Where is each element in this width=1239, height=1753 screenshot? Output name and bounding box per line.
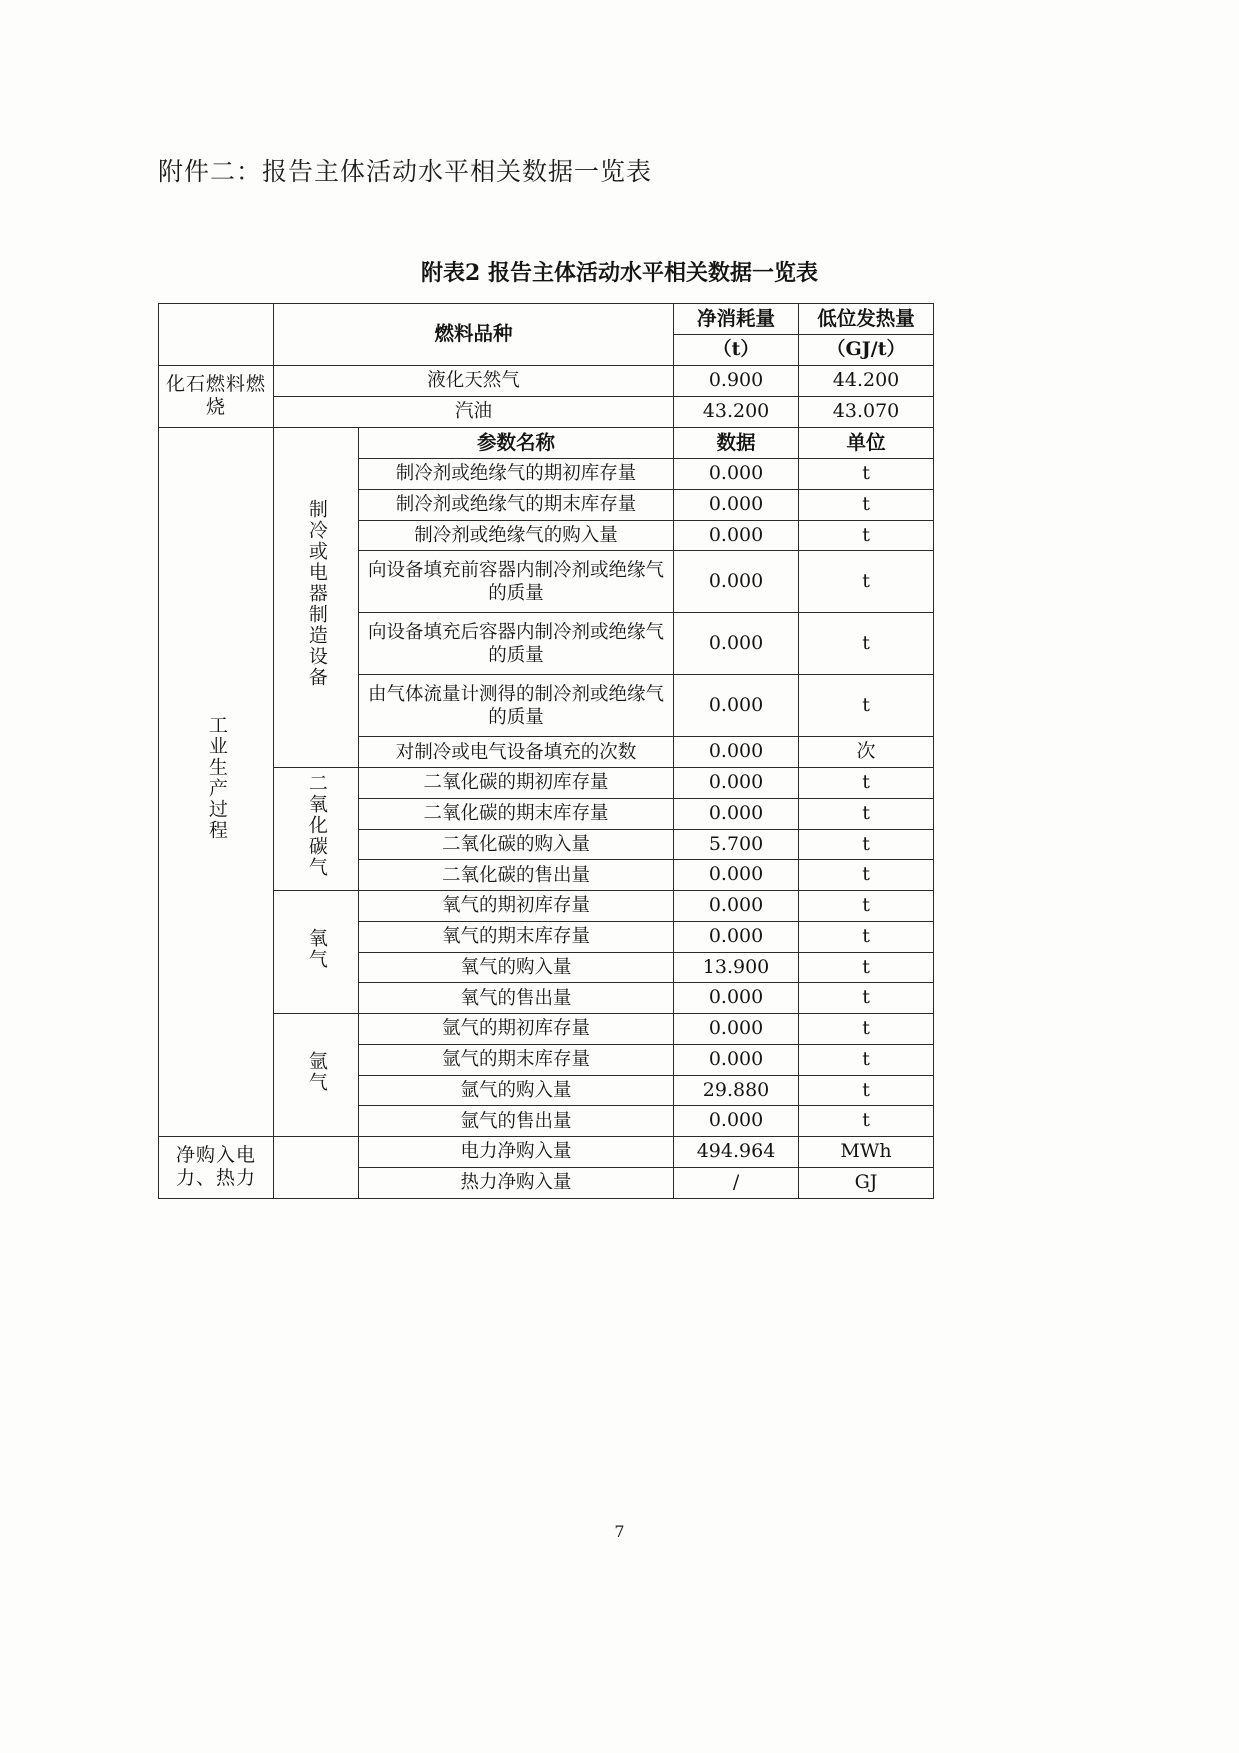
param-name: 二氧化碳的期末库存量 xyxy=(359,798,674,829)
fuel-name: 汽油 xyxy=(274,396,674,427)
table-row xyxy=(159,768,934,799)
param-value: 0.000 xyxy=(674,613,799,675)
header-low-heat-value: 低位发热量 xyxy=(799,304,934,335)
table-row xyxy=(159,1137,934,1168)
param-name: 氩气的期初库存量 xyxy=(359,1014,674,1045)
param-name: 向设备填充后容器内制冷剂或绝缘气的质量 xyxy=(359,613,674,675)
table-row xyxy=(159,396,934,427)
param-unit: t xyxy=(799,952,934,983)
param-name: 氩气的期末库存量 xyxy=(359,1044,674,1075)
subcategory-co2: 二氧化碳气 xyxy=(274,768,359,891)
param-value: 0.000 xyxy=(674,520,799,551)
param-value: 0.000 xyxy=(674,1106,799,1137)
header-fuel-type: 燃料品种 xyxy=(274,304,674,366)
category-fossil-fuel: 化石燃料燃烧 xyxy=(159,366,274,428)
param-name: 对制冷或电气设备填充的次数 xyxy=(359,737,674,768)
param-name: 电力净购入量 xyxy=(359,1137,674,1168)
table-header-row-1 xyxy=(159,304,934,335)
param-value: 0.000 xyxy=(674,768,799,799)
param-unit: t xyxy=(799,520,934,551)
fuel-name: 液化天然气 xyxy=(274,366,674,397)
header-blank-left xyxy=(159,304,274,366)
param-value: 0.000 xyxy=(674,891,799,922)
header-unit: 单位 xyxy=(799,427,934,458)
category-net-purchased: 净购入电力、热力 xyxy=(159,1137,274,1199)
param-name: 热力净购入量 xyxy=(359,1167,674,1198)
param-name: 氧气的期末库存量 xyxy=(359,921,674,952)
param-value: 0.000 xyxy=(674,983,799,1014)
net-purchased-blank xyxy=(274,1137,359,1199)
param-name: 二氧化碳的期初库存量 xyxy=(359,768,674,799)
param-name: 氩气的购入量 xyxy=(359,1075,674,1106)
param-value: 0.000 xyxy=(674,1014,799,1045)
param-name: 氧气的购入量 xyxy=(359,952,674,983)
param-unit: t xyxy=(799,459,934,490)
param-value: / xyxy=(674,1167,799,1198)
subcategory-refrigerant: 制冷或电器制造设备 xyxy=(274,427,359,767)
table-subheader-row xyxy=(159,427,934,458)
page-heading: 附件二：报告主体活动水平相关数据一览表 xyxy=(158,157,653,186)
param-value: 0.000 xyxy=(674,737,799,768)
param-unit: t xyxy=(799,798,934,829)
param-unit: t xyxy=(799,1106,934,1137)
param-unit: t xyxy=(799,1075,934,1106)
header-net-consumption: 净消耗量 xyxy=(674,304,799,335)
param-name: 二氧化碳的购入量 xyxy=(359,829,674,860)
param-name: 氧气的期初库存量 xyxy=(359,891,674,922)
subcategory-o2: 氧气 xyxy=(274,891,359,1014)
header-param-name: 参数名称 xyxy=(359,427,674,458)
param-unit: t xyxy=(799,829,934,860)
param-value: 13.900 xyxy=(674,952,799,983)
table-row xyxy=(159,366,934,397)
param-value: 0.000 xyxy=(674,551,799,613)
param-name: 制冷剂或绝缘气的购入量 xyxy=(359,520,674,551)
param-unit: t xyxy=(799,921,934,952)
param-name: 氩气的售出量 xyxy=(359,1106,674,1137)
fuel-value: 0.900 xyxy=(674,366,799,397)
param-unit: t xyxy=(799,860,934,891)
param-name: 由气体流量计测得的制冷剂或绝缘气的质量 xyxy=(359,675,674,737)
header-low-heat-value-unit: （GJ/t） xyxy=(799,335,934,366)
subcategory-ar: 氩气 xyxy=(274,1014,359,1137)
table-title: 附表2 报告主体活动水平相关数据一览表 xyxy=(421,260,818,286)
page-number: 7 xyxy=(614,1522,625,1541)
param-value: 0.000 xyxy=(674,675,799,737)
header-data: 数据 xyxy=(674,427,799,458)
param-unit: t xyxy=(799,768,934,799)
param-unit: t xyxy=(799,1014,934,1045)
param-value: 0.000 xyxy=(674,798,799,829)
param-name: 制冷剂或绝缘气的期初库存量 xyxy=(359,459,674,490)
param-value: 5.700 xyxy=(674,829,799,860)
param-unit: 次 xyxy=(799,737,934,768)
param-unit: t xyxy=(799,613,934,675)
category-industrial-process: 工业生产过程 xyxy=(159,427,274,1136)
param-value: 0.000 xyxy=(674,489,799,520)
param-value: 0.000 xyxy=(674,921,799,952)
param-unit: MWh xyxy=(799,1137,934,1168)
param-value: 494.964 xyxy=(674,1137,799,1168)
header-net-consumption-unit: （t） xyxy=(674,335,799,366)
table-row xyxy=(159,891,934,922)
param-unit: GJ xyxy=(799,1167,934,1198)
activity-data-table xyxy=(158,303,934,1199)
param-unit: t xyxy=(799,675,934,737)
param-unit: t xyxy=(799,983,934,1014)
param-unit: t xyxy=(799,1044,934,1075)
param-value: 0.000 xyxy=(674,860,799,891)
param-unit: t xyxy=(799,551,934,613)
param-value: 29.880 xyxy=(674,1075,799,1106)
param-name: 氧气的售出量 xyxy=(359,983,674,1014)
fuel-heat: 44.200 xyxy=(799,366,934,397)
param-unit: t xyxy=(799,489,934,520)
param-value: 0.000 xyxy=(674,459,799,490)
param-name: 向设备填充前容器内制冷剂或绝缘气的质量 xyxy=(359,551,674,613)
fuel-heat: 43.070 xyxy=(799,396,934,427)
param-value: 0.000 xyxy=(674,1044,799,1075)
param-name: 二氧化碳的售出量 xyxy=(359,860,674,891)
fuel-value: 43.200 xyxy=(674,396,799,427)
param-unit: t xyxy=(799,891,934,922)
table-row xyxy=(159,1014,934,1045)
param-name: 制冷剂或绝缘气的期末库存量 xyxy=(359,489,674,520)
